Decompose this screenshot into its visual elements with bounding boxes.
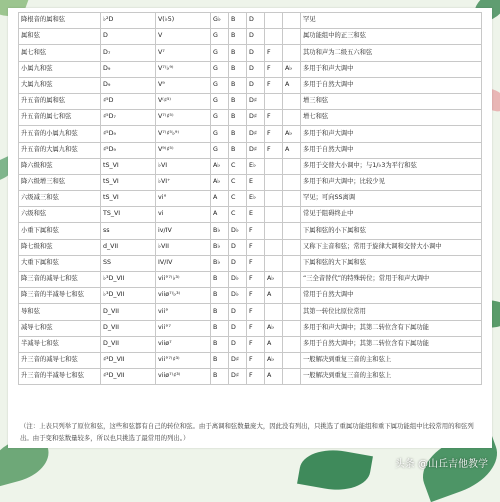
roman-numeral-cell: vii° [156,304,211,320]
note-4-cell: A [265,369,283,385]
remark-cell: 罕见；可向SS离调 [301,191,482,207]
note-3-cell: F [247,255,265,271]
note-4-cell: A [265,288,283,304]
note-5-cell: A [283,142,301,158]
remark-cell: 多用于交替大小调中；与1/♭3为平行和弦 [301,158,482,174]
roman-numeral-cell: vi° [156,191,211,207]
function-symbol-cell: ♯⁵D₉ [101,126,156,142]
note-3-cell: D [247,29,265,45]
function-symbol-cell: ♯⁵D₇ [101,110,156,126]
roman-numeral-cell: vii°⁷ [156,320,211,336]
note-5-cell [283,174,301,190]
note-3-cell: E [247,207,265,223]
roman-numeral-cell: V⁷⁽♯⁵⁾ [156,110,211,126]
table-row [19,93,482,109]
note-2-cell: D♭ [229,272,247,288]
note-1-cell: B♭ [211,255,229,271]
chord-table-panel [8,8,492,448]
note-3-cell: F [247,239,265,255]
chord-name-cell: 大重下属和弦 [19,255,101,271]
note-2-cell: B [229,13,247,29]
note-1-cell: A♭ [211,174,229,190]
note-2-cell: C [229,158,247,174]
table-row [19,110,482,126]
function-symbol-cell: ♯³D_VII [101,369,156,385]
note-4-cell: F [265,110,283,126]
note-5-cell [283,13,301,29]
roman-numeral-cell: ♭VI⁺ [156,174,211,190]
roman-numeral-cell: vii°⁷⁽♭³⁾ [156,272,211,288]
remark-cell: 一般解决到重复三音的主和弦上 [301,369,482,385]
note-1-cell: A [211,191,229,207]
note-4-cell [265,29,283,45]
note-5-cell [283,272,301,288]
note-4-cell: A [265,336,283,352]
note-5-cell [283,320,301,336]
roman-numeral-cell: V⁹⁽♯⁵⁾ [156,142,211,158]
note-3-cell: E♭ [247,191,265,207]
note-3-cell: E [247,174,265,190]
function-symbol-cell: D [101,29,156,45]
note-5-cell [283,255,301,271]
note-4-cell [265,207,283,223]
remark-cell: 多用于和声大调中；比较少见 [301,174,482,190]
function-symbol-cell: ss [101,223,156,239]
note-3-cell: F [247,288,265,304]
function-symbol-cell: ♭³D_VII [101,272,156,288]
chord-name-cell: 属七和弦 [19,45,101,61]
note-1-cell: G [211,61,229,77]
remark-cell: 多用于和声大调中 [301,126,482,142]
remark-cell: 常见于阻碍终止中 [301,207,482,223]
chord-name-cell: 小重下属和弦 [19,223,101,239]
note-1-cell: G [211,45,229,61]
table-row [19,304,482,320]
function-symbol-cell: D₉ [101,61,156,77]
remark-cell: 多用于自然大调中 [301,77,482,93]
chord-name-cell: 降根音的属和弦 [19,13,101,29]
function-symbol-cell: ♯³D_VII [101,352,156,368]
note-5-cell [283,288,301,304]
note-2-cell: B [229,45,247,61]
roman-numeral-cell: IV/IV [156,255,211,271]
function-symbol-cell: ♯⁵D₉ [101,142,156,158]
note-4-cell [265,191,283,207]
table-row [19,77,482,93]
roman-numeral-cell: viiø⁷⁽♯³⁾ [156,369,211,385]
note-4-cell: F [265,61,283,77]
chord-name-cell: 小属九和弦 [19,61,101,77]
function-symbol-cell: D₉ [101,77,156,93]
function-symbol-cell: D_VII [101,320,156,336]
note-5-cell [283,45,301,61]
note-5-cell [283,223,301,239]
table-row [19,191,482,207]
note-2-cell: C [229,191,247,207]
note-1-cell: G [211,110,229,126]
note-2-cell: B [229,142,247,158]
roman-numeral-cell: V(♭5) [156,13,211,29]
function-symbol-cell: d_VII [101,239,156,255]
note-4-cell [265,304,283,320]
chord-name-cell: 降三音的减导七和弦 [19,272,101,288]
remark-cell: 多用于自然大调中 [301,142,482,158]
note-2-cell: C [229,207,247,223]
note-3-cell: D♯ [247,126,265,142]
chord-name-cell: 六级和弦 [19,207,101,223]
note-3-cell: E♭ [247,158,265,174]
table-row [19,126,482,142]
chord-name-cell: 减导七和弦 [19,320,101,336]
chord-name-cell: 升三音的半减导七和弦 [19,369,101,385]
note-5-cell [283,352,301,368]
roman-numeral-cell: ♭VII [156,239,211,255]
remark-cell: 多用于和声大调中 [301,61,482,77]
roman-numeral-cell: iv/IV [156,223,211,239]
function-symbol-cell: tS_VI [101,174,156,190]
note-2-cell: D♭ [229,223,247,239]
note-2-cell: B [229,29,247,45]
table-row [19,336,482,352]
note-2-cell: D♯ [229,352,247,368]
function-symbol-cell: ♯⁵D [101,93,156,109]
note-3-cell: F [247,272,265,288]
chord-table [18,12,482,385]
note-5-cell [283,369,301,385]
note-2-cell: D [229,304,247,320]
table-row [19,13,482,29]
note-1-cell: B [211,304,229,320]
note-4-cell [265,13,283,29]
note-3-cell: F [247,352,265,368]
function-symbol-cell: tS_VI [101,191,156,207]
note-3-cell: F [247,336,265,352]
note-2-cell: D [229,239,247,255]
note-1-cell: G [211,126,229,142]
note-4-cell [265,239,283,255]
note-5-cell: A♭ [283,126,301,142]
table-row [19,255,482,271]
note-5-cell [283,158,301,174]
remark-cell: 常用于自然大调中 [301,288,482,304]
chord-name-cell: 升五音的属七和弦 [19,110,101,126]
chord-name-cell: 半减导七和弦 [19,336,101,352]
roman-numeral-cell: viiø⁷ [156,336,211,352]
table-row [19,223,482,239]
note-5-cell: A [283,77,301,93]
roman-numeral-cell: V⁷ [156,45,211,61]
note-3-cell: F [247,369,265,385]
note-3-cell: D♯ [247,93,265,109]
note-4-cell [265,93,283,109]
roman-numeral-cell: vii°⁷⁽♯³⁾ [156,352,211,368]
chord-name-cell: 降六级增三和弦 [19,174,101,190]
note-5-cell [283,29,301,45]
note-1-cell: A♭ [211,158,229,174]
remark-cell: 一般解决到重复三音的主和弦上 [301,352,482,368]
note-3-cell: D [247,61,265,77]
table-row [19,239,482,255]
note-1-cell: B [211,369,229,385]
note-4-cell: A♭ [265,272,283,288]
note-3-cell: F [247,320,265,336]
remark-cell: 其功和声为二级五六和弦 [301,45,482,61]
function-symbol-cell: SS [101,255,156,271]
remark-cell: 增三和弦 [301,93,482,109]
table-row [19,207,482,223]
note-4-cell [265,255,283,271]
note-3-cell: F [247,223,265,239]
note-3-cell: D♯ [247,110,265,126]
table-row [19,320,482,336]
remark-cell: 多用于自然大调中；其第二转位含有下属功能 [301,336,482,352]
chord-name-cell: 升三音的减导七和弦 [19,352,101,368]
function-symbol-cell: D_VII [101,304,156,320]
remark-cell: “三全音替代”的特殊转位；常用于和声大调中 [301,272,482,288]
roman-numeral-cell: ♭VI [156,158,211,174]
note-1-cell: G [211,93,229,109]
note-1-cell: B [211,272,229,288]
note-1-cell: B [211,320,229,336]
note-1-cell: B [211,352,229,368]
note-4-cell: A♭ [265,320,283,336]
table-row [19,352,482,368]
note-4-cell: F [265,45,283,61]
chord-name-cell: 导和弦 [19,304,101,320]
note-2-cell: C [229,174,247,190]
roman-numeral-cell: V⁷⁽♭⁹⁾ [156,61,211,77]
note-2-cell: D♭ [229,288,247,304]
note-5-cell [283,207,301,223]
remark-cell: 增七和弦 [301,110,482,126]
note-3-cell: D [247,13,265,29]
table-row [19,158,482,174]
function-symbol-cell: tS_VI [101,158,156,174]
remark-cell: 多用于和声大调中；其第二转位含有下属功能 [301,320,482,336]
note-5-cell: A♭ [283,61,301,77]
remark-cell: 下属和弦的小下属和弦 [301,223,482,239]
note-3-cell: F [247,304,265,320]
function-symbol-cell: D₇ [101,45,156,61]
chord-name-cell: 降七级和弦 [19,239,101,255]
remark-cell: 又称下主音和弦；常用于旋律大调和交替大小调中 [301,239,482,255]
roman-numeral-cell: V⁷⁽♯⁵♭⁹⁾ [156,126,211,142]
note-1-cell: A [211,207,229,223]
roman-numeral-cell: V⁹ [156,77,211,93]
note-3-cell: D [247,45,265,61]
roman-numeral-cell: V⁽♯⁵⁾ [156,93,211,109]
note-2-cell: B [229,61,247,77]
note-5-cell [283,191,301,207]
note-1-cell: G [211,142,229,158]
note-5-cell [283,239,301,255]
note-3-cell: D♯ [247,142,265,158]
note-2-cell: D♯ [229,369,247,385]
note-4-cell: A♭ [265,352,283,368]
note-4-cell: F [265,142,283,158]
chord-name-cell: 降三音的半减导七和弦 [19,288,101,304]
note-2-cell: D [229,255,247,271]
chord-name-cell: 升五音的小属九和弦 [19,126,101,142]
roman-numeral-cell: vi [156,207,211,223]
note-3-cell: D [247,77,265,93]
note-1-cell: B♭ [211,223,229,239]
chord-table-body [19,13,482,385]
chord-name-cell: 降六级和弦 [19,158,101,174]
note-2-cell: B [229,110,247,126]
footnote: （注：上表只列举了原位和弦，这些和弦都有自己的转位和弦。由于离调和弦数量庞大，因此没有列出，只挑选了重属功能组和重下属功能组中比较常用的和弦列出。由于变和弦数量较多，所以也只挑选了最常用的列出。） [20,422,474,442]
roman-numeral-cell: V [156,29,211,45]
table-row [19,45,482,61]
note-2-cell: B [229,93,247,109]
remark-cell: 其第一转位比原位常用 [301,304,482,320]
table-row [19,29,482,45]
function-symbol-cell: ♭³D_VII [101,288,156,304]
watermark: 头条 @山丘吉他教学 [394,459,488,470]
note-5-cell [283,93,301,109]
note-1-cell: G [211,77,229,93]
remark-cell: 属功能组中的正三和弦 [301,29,482,45]
table-row [19,369,482,385]
note-5-cell [283,336,301,352]
note-4-cell [265,223,283,239]
note-1-cell: G [211,29,229,45]
chord-name-cell: 升五音的大属九和弦 [19,142,101,158]
note-1-cell: B♭ [211,239,229,255]
function-symbol-cell: ♭²D [101,13,156,29]
roman-numeral-cell: viiø⁷⁽♭³⁾ [156,288,211,304]
note-2-cell: B [229,77,247,93]
function-symbol-cell: TS_VI [101,207,156,223]
note-2-cell: D [229,320,247,336]
note-4-cell [265,174,283,190]
chord-name-cell: 大属九和弦 [19,77,101,93]
note-2-cell: D [229,336,247,352]
chord-name-cell: 属和弦 [19,29,101,45]
chord-name-cell: 升五音的属和弦 [19,93,101,109]
note-4-cell: F [265,77,283,93]
table-row [19,288,482,304]
remark-cell: 罕见 [301,13,482,29]
note-5-cell [283,304,301,320]
note-1-cell: B [211,336,229,352]
note-5-cell [283,110,301,126]
table-row [19,272,482,288]
note-1-cell: B [211,288,229,304]
table-row [19,142,482,158]
function-symbol-cell: D_VII [101,336,156,352]
note-1-cell: G♭ [211,13,229,29]
note-4-cell: F [265,126,283,142]
table-row [19,174,482,190]
remark-cell: 下属和弦的大下属和弦 [301,255,482,271]
table-row [19,61,482,77]
note-2-cell: B [229,126,247,142]
note-4-cell [265,158,283,174]
chord-name-cell: 六级减三和弦 [19,191,101,207]
